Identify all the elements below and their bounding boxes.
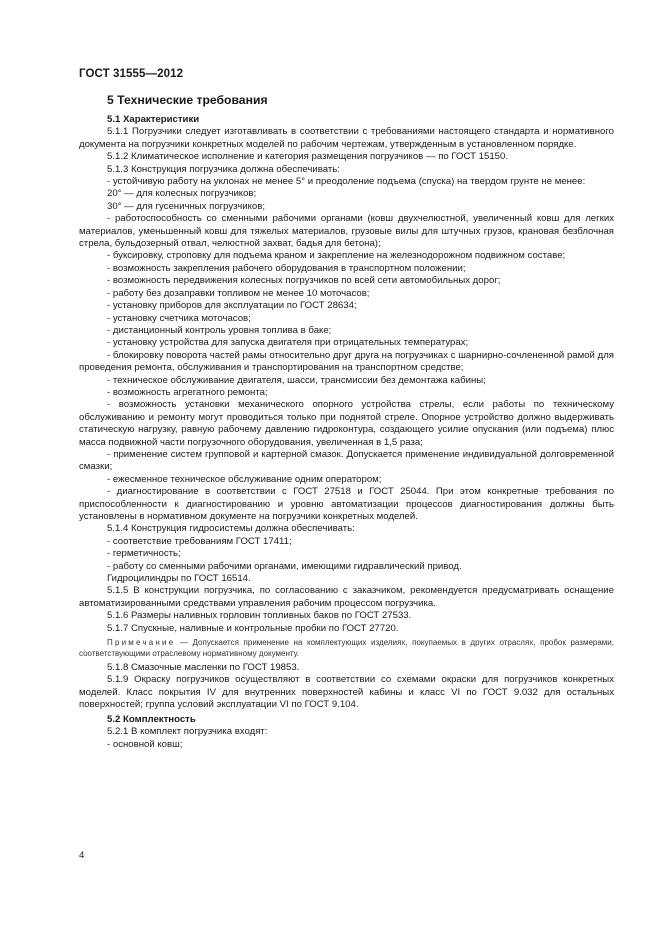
list-item-lubrication: - применение систем групповой и картерной смазок. Допускается применение индивидуальной долговременной смазки; [79, 448, 614, 473]
paragraph-5-1-8: 5.1.8 Смазочные масленки по ГОСТ 19853. [107, 662, 300, 674]
list-item-hydraulic-standard: - соответствие требованиям ГОСТ 17411; [107, 535, 292, 547]
paragraph-hydraulic-cylinders: Гидроцилиндры по ГОСТ 16514. [107, 573, 251, 585]
paragraph-5-1-3: 5.1.3 Конструкция погрузчика должна обеспечивать: [107, 163, 340, 175]
list-item-hydraulic-seal: - герметичность; [107, 548, 181, 560]
paragraph-5-2-1: 5.2.1 В комплект погрузчика входят: [107, 726, 268, 738]
paragraph-5-1-5: 5.1.5 В конструкции погрузчика, по согласованию с заказчиком, рекомендуется предусматривать оснащение автоматизированными средствами управления рабочим процессом погрузчика. [79, 585, 614, 609]
document-header: ГОСТ 31555—2012 [79, 68, 184, 80]
list-item-fuel-level: - дистанционный контроль уровня топлива в баке; [107, 324, 332, 336]
list-item-maintenance: - техническое обслуживание двигателя, шасси, трансмиссии без демонтажа кабины; [107, 374, 486, 386]
paragraph-5-1-4: 5.1.4 Конструкция гидросистемы должна обеспечивать: [107, 523, 355, 535]
list-item-fixing: - возможность закрепления рабочего оборудования в транспортном положении; [107, 262, 466, 274]
list-item-instruments: - установку приборов для эксплуатации по ГОСТ 28634; [107, 300, 357, 312]
list-item-fuel: - работу без дозаправки топливом не менее 10 моточасов; [107, 287, 370, 299]
paragraph-5-1-2: 5.1.2 Климатическое исполнение и категория размещения погрузчиков — по ГОСТ 15150. [107, 151, 508, 163]
subsection-title-characteristics: 5.1 Характеристики [107, 114, 200, 125]
paragraph-5-1-6: 5.1.6 Размеры наливных горловин топливных баков по ГОСТ 27533. [107, 610, 412, 622]
list-item-road-movement: - возможность передвижения колесных погрузчиков по всей сети автомобильных дорог; [107, 275, 501, 287]
list-item-slope-wheel: 20° — для колесных погрузчиков; [107, 188, 257, 200]
list-item-main-bucket: - основной ковш; [107, 738, 183, 750]
list-item-daily-service: - ежесменное техническое обслуживание одним оператором; [107, 473, 382, 485]
list-item-hour-counter: - установку счетчика моточасов; [107, 312, 251, 324]
page-number: 4 [79, 850, 85, 861]
list-item-slope: - устойчивую работу на уклонах не менее 5° и преодоление подъема (спуска) на твердом грунте не менее: [107, 176, 586, 188]
note [79, 637, 614, 659]
list-item-unit-repair: - возможность агрегатного ремонта; [107, 386, 268, 398]
paragraph-5-1-7: 5.1.7 Спускные, наливные и контрольные пробки по ГОСТ 27720. [107, 622, 399, 634]
subsection-title-completeness: 5.2 Комплектность [107, 713, 196, 725]
list-item-boom-support: - возможность установки механического опорного устройства стрелы, если работы по техническому обслуживанию и ремонту могут проводиться только при поднятой стреле. Опорное устройство должно выдерживать статическую нагрузку, равную рабочему давлению гидроконтура, создающего усилие опускания (или подъема) плюс масса подвижной части погрузочного оборудования, увеличенная в 1,5 раза; [79, 399, 614, 448]
paragraph-5-1-1: 5.1.1 Погрузчики следует изготавливать в соответствии с требованиями настоящего стандарта и нормативного документа на погрузчики конкретных моделей по рабочим чертежам, утвержденным в установленном порядке. [79, 126, 614, 150]
note-label: Примечание [107, 638, 176, 648]
list-item-work-tools: - работоспособность со сменными рабочими органами (ковш двухчелюстной, увеличенный ковш для легких материалов, уменьшенный ковш для тяжелых материалов, грузовые вилы для штучных грузов, крановая безблочная стрела, бульдозерный отвал, челюстной захват, бадья для бетона); [79, 213, 614, 250]
document-body [79, 93, 614, 751]
paragraph-5-1-9: 5.1.9 Окраску погрузчиков осуществляют в соответствии со схемами окраски для погрузчиков конкретных моделей. Класс покрытия IV для внутренних поверхностей кабины и класс VI по ГОСТ 9.032 для остальных поверхностей; группа условий эксплуатации VI по ГОСТ 9.104. [79, 674, 614, 711]
list-item-diagnostics: - диагностирование в соответствии с ГОСТ 27518 и ГОСТ 25044. При этом конкретные требования по приспособленности к диагностированию и уровню автоматизации процессов диагностирования должны быть установлены в нормативном документе на погрузчики конкретных моделей. [79, 486, 614, 522]
note-text: — Допускается применение на комплектующих изделиях, покупаемых в других отраслях, пробок размерами, соответствующими отраслевому нормативному документу. [79, 638, 614, 659]
list-item-hydraulic-tools: - работу со сменными рабочими органами, имеющими гидравлический привод. [107, 560, 462, 572]
section-title: 5 Технические требования [107, 93, 268, 107]
list-item-towing: - буксировку, строповку для подъема краном и закрепление на железнодорожном подвижном составе; [107, 250, 566, 262]
list-item-cold-start: - установку устройства для запуска двигателя при отрицательных температурах; [107, 337, 469, 349]
list-item-slope-track: 30° — для гусеничных погрузчиков; [107, 200, 266, 212]
list-item-frame-lock: - блокировку поворота частей рамы относительно друг друга на погрузчиках с шарнирно-сочлененной рамой для проведения ремонта, обслуживания и транспортирования на транспортном средстве; [79, 349, 614, 374]
